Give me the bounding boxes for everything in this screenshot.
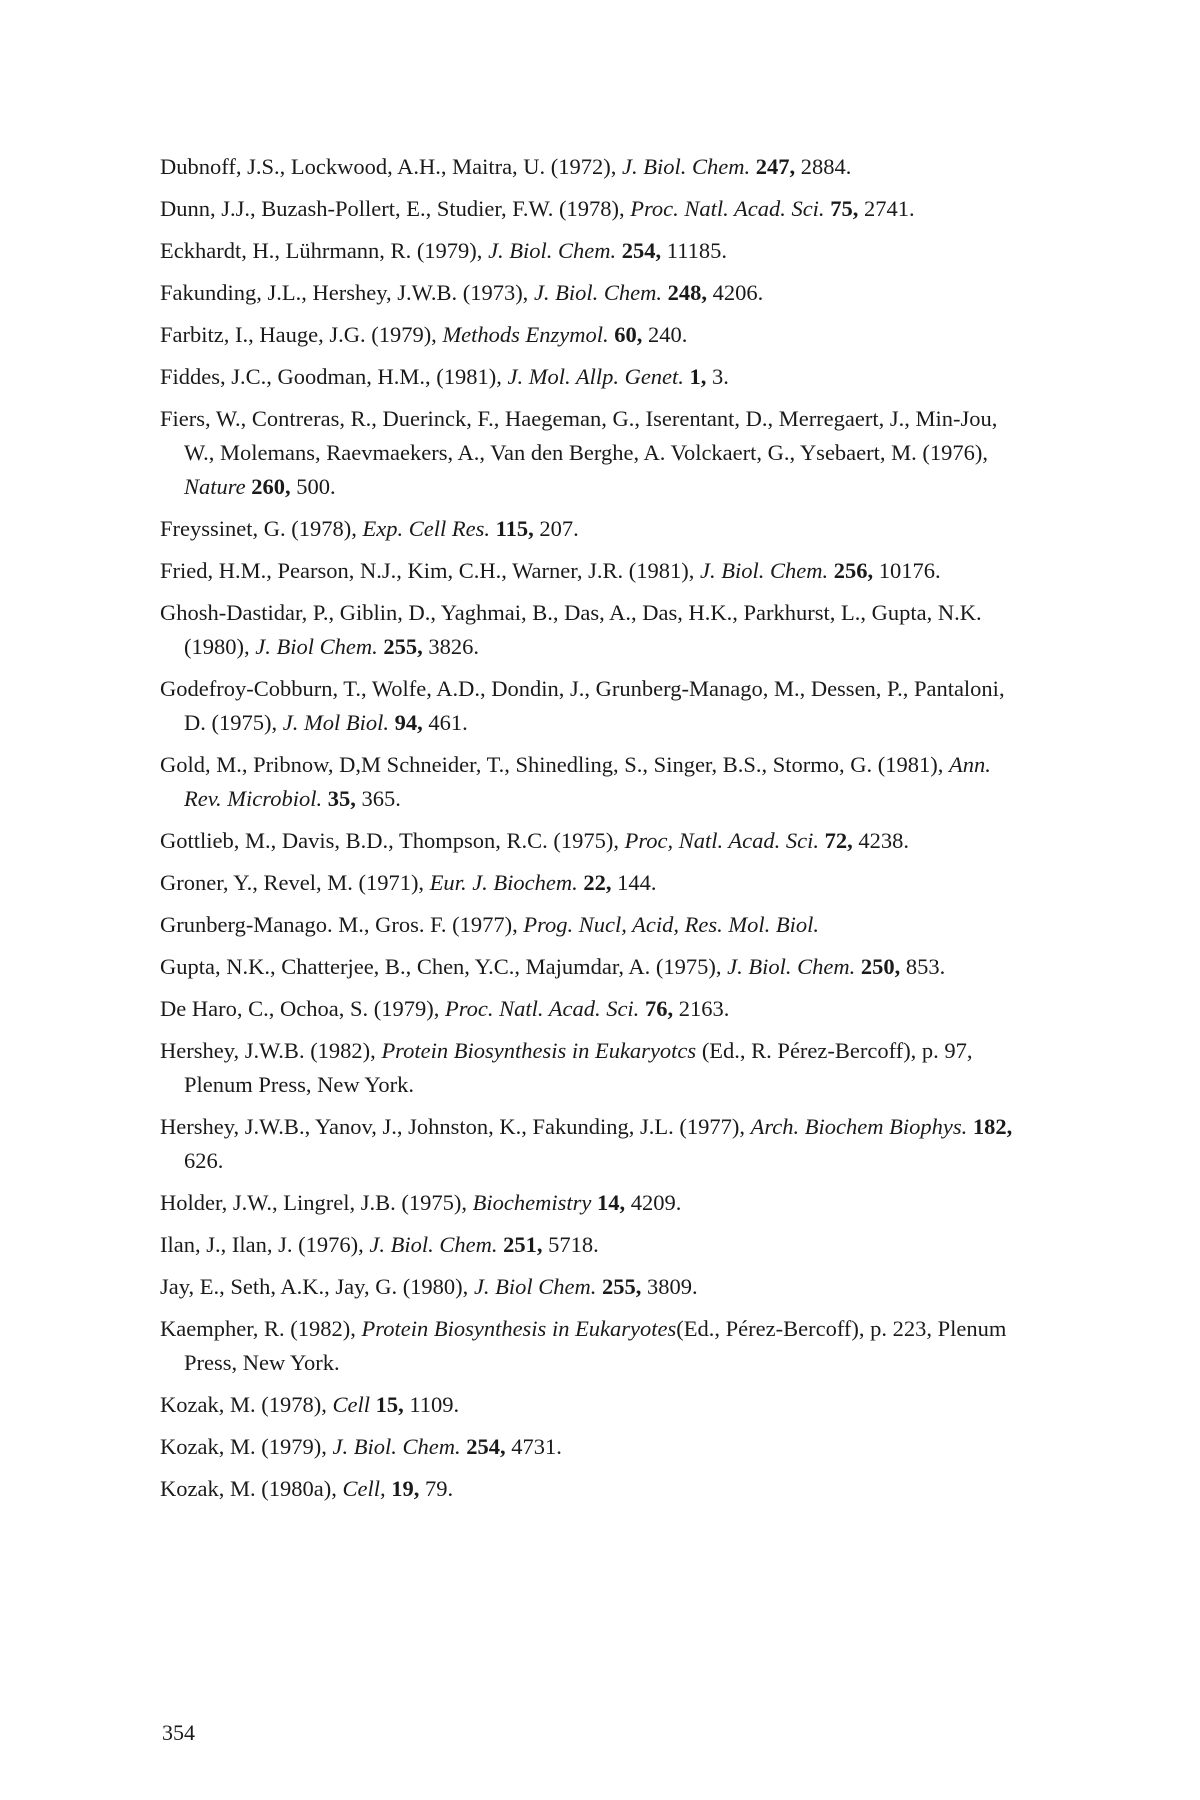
reference-authors: Kozak, M. (1979),: [160, 1434, 333, 1459]
reference-pages: 365.: [355, 786, 401, 811]
reference-authors: Jay, E., Seth, A.K., Jay, G. (1980),: [160, 1274, 474, 1299]
reference-journal: J. Biol. Chem.: [488, 238, 617, 263]
reference-authors: Freyssinet, G. (1978),: [160, 516, 363, 541]
reference-journal: Proc. Natl. Acad. Sci.: [444, 996, 640, 1021]
reference-authors: Holder, J.W., Lingrel, J.B. (1975),: [160, 1190, 473, 1215]
reference-volume: 260,: [245, 474, 291, 499]
reference-volume: 248,: [662, 280, 708, 305]
reference-volume: 182,: [967, 1114, 1013, 1139]
reference-entry: [160, 1388, 1020, 1422]
reference-volume: 60,: [608, 322, 643, 347]
reference-volume: 1,: [683, 364, 707, 389]
reference-entry: [160, 908, 1020, 942]
reference-pages: (Ed., R. Pérez-Bercoff), p. 97, Plenum Press, New York.: [184, 1038, 973, 1097]
reference-entry: [160, 748, 1020, 816]
reference-pages: 11185.: [661, 238, 728, 263]
reference-entry: [160, 1270, 1020, 1304]
reference-journal: Cell: [332, 1392, 370, 1417]
reference-journal: J. Biol. Chem.: [369, 1232, 498, 1257]
reference-entry: [160, 1312, 1020, 1380]
reference-entry: [160, 1186, 1020, 1220]
reference-journal: J. Biol. Chem.: [533, 280, 663, 305]
reference-entry: [160, 234, 1020, 268]
reference-volume: 72,: [818, 828, 853, 853]
reference-entry: [160, 1034, 1020, 1102]
reference-authors: Eckhardt, H., Lührmann, R. (1979),: [160, 238, 489, 263]
reference-pages: 240.: [642, 322, 688, 347]
reference-authors: Dunn, J.J., Buzash-Pollert, E., Studier, F.W. (1978),: [160, 196, 631, 221]
reference-entry: [160, 672, 1020, 740]
reference-pages: (Ed., Pérez-Bercoff), p. 223, Plenum Press, New York.: [184, 1316, 1007, 1375]
reference-pages: 144.: [611, 870, 657, 895]
reference-pages: 500.: [290, 474, 336, 499]
reference-volume: 94,: [388, 710, 423, 735]
reference-journal: Protein Biosynthesis in Eukaryotes: [361, 1316, 677, 1341]
reference-volume: 35,: [322, 786, 356, 811]
reference-journal: Nature: [184, 474, 246, 499]
reference-authors: De Haro, C., Ochoa, S. (1979),: [160, 996, 445, 1021]
reference-authors: Fiddes, J.C., Goodman, H.M., (1981),: [160, 364, 508, 389]
reference-volume: 254,: [460, 1434, 506, 1459]
reference-authors: Groner, Y., Revel, M. (1971),: [160, 870, 430, 895]
reference-entry: [160, 1430, 1020, 1464]
reference-authors: Gupta, N.K., Chatterjee, B., Chen, Y.C., Majumdar, A. (1975),: [160, 954, 728, 979]
reference-volume: 255,: [377, 634, 423, 659]
reference-journal: Proc, Natl. Acad. Sci.: [624, 828, 819, 853]
reference-journal: Proc. Natl. Acad. Sci.: [630, 196, 825, 221]
reference-journal: J. Biol. Chem.: [727, 954, 856, 979]
reference-volume: 254,: [616, 238, 662, 263]
reference-volume: 19,: [385, 1476, 420, 1501]
reference-entry: [160, 276, 1020, 310]
reference-authors: Godefroy-Cobburn, T., Wolfe, A.D., Dondin, J., Grunberg-Manago, M., Dessen, P., Pantaloni, D. (1975),: [160, 676, 1005, 735]
reference-volume: 75,: [824, 196, 859, 221]
reference-entry: [160, 1228, 1020, 1262]
reference-journal: J. Biol. Chem.: [699, 558, 829, 583]
reference-pages: 4731.: [505, 1434, 562, 1459]
reference-list: [160, 150, 1020, 1514]
reference-authors: Farbitz, I., Hauge, J.G. (1979),: [160, 322, 443, 347]
reference-pages: 2163.: [673, 996, 730, 1021]
reference-entry: [160, 402, 1020, 504]
reference-pages: 4238.: [852, 828, 909, 853]
reference-authors: Kozak, M. (1978),: [160, 1392, 333, 1417]
reference-entry: [160, 360, 1020, 394]
reference-pages: 2884.: [795, 154, 852, 179]
reference-volume: 255,: [596, 1274, 642, 1299]
reference-journal: Exp. Cell Res.: [362, 516, 490, 541]
reference-journal: J. Mol. Allp. Genet.: [507, 364, 684, 389]
reference-pages: 626.: [184, 1148, 224, 1173]
reference-volume: 14,: [591, 1190, 626, 1215]
reference-entry: [160, 1472, 1020, 1506]
reference-volume: 15,: [369, 1392, 404, 1417]
reference-entry: [160, 866, 1020, 900]
reference-authors: Ghosh-Dastidar, P., Giblin, D., Yaghmai, B., Das, A., Das, H.K., Parkhurst, L., Gupta, N.K. (1980),: [160, 600, 982, 659]
reference-entry: [160, 596, 1020, 664]
reference-journal: Cell,: [342, 1476, 386, 1501]
reference-pages: 10176.: [873, 558, 941, 583]
reference-authors: Fried, H.M., Pearson, N.J., Kim, C.H., Warner, J.R. (1981),: [160, 558, 700, 583]
reference-entry: [160, 554, 1020, 588]
reference-journal: Methods Enzymol.: [442, 322, 609, 347]
reference-journal: Arch. Biochem Biophys.: [750, 1114, 968, 1139]
reference-journal: J. Biol. Chem.: [622, 154, 751, 179]
reference-pages: 4206.: [707, 280, 764, 305]
reference-pages: 5718.: [542, 1232, 599, 1257]
reference-volume: 256,: [828, 558, 874, 583]
reference-journal: J. Biol Chem.: [473, 1274, 597, 1299]
reference-journal: Prog. Nucl, Acid, Res. Mol. Biol.: [523, 912, 819, 937]
reference-volume: 251,: [497, 1232, 543, 1257]
reference-authors: Hershey, J.W.B. (1982),: [160, 1038, 382, 1063]
reference-journal: J. Biol. Chem.: [332, 1434, 461, 1459]
reference-journal: J. Biol Chem.: [255, 634, 378, 659]
reference-entry: [160, 992, 1020, 1026]
reference-authors: Grunberg-Manago. M., Gros. F. (1977),: [160, 912, 524, 937]
reference-journal: Ann. Rev. Microbiol.: [184, 752, 991, 811]
reference-entry: [160, 192, 1020, 226]
reference-entry: [160, 1110, 1020, 1178]
reference-entry: [160, 318, 1020, 352]
reference-entry: [160, 512, 1020, 546]
reference-pages: 4209.: [625, 1190, 682, 1215]
reference-authors: Ilan, J., Ilan, J. (1976),: [160, 1232, 370, 1257]
reference-entry: [160, 150, 1020, 184]
reference-volume: 22,: [577, 870, 612, 895]
reference-authors: Kaempher, R. (1982),: [160, 1316, 362, 1341]
reference-journal: Eur. J. Biochem.: [429, 870, 578, 895]
reference-journal: J. Mol Biol.: [282, 710, 389, 735]
reference-authors: Hershey, J.W.B., Yanov, J., Johnston, K., Fakunding, J.L. (1977),: [160, 1114, 751, 1139]
reference-entry: [160, 950, 1020, 984]
reference-pages: 1109.: [403, 1392, 460, 1417]
reference-authors: Fakunding, J.L., Hershey, J.W.B. (1973),: [160, 280, 534, 305]
reference-authors: Gottlieb, M., Davis, B.D., Thompson, R.C. (1975),: [160, 828, 625, 853]
page-number: 354: [162, 1720, 195, 1745]
reference-pages: 3809.: [641, 1274, 698, 1299]
reference-volume: 115,: [489, 516, 534, 541]
reference-volume: 250,: [855, 954, 901, 979]
reference-pages: 2741.: [858, 196, 915, 221]
reference-authors: Gold, M., Pribnow, D,M Schneider, T., Shinedling, S., Singer, B.S., Stormo, G. (1981),: [160, 752, 950, 777]
reference-volume: 76,: [639, 996, 674, 1021]
reference-entry: [160, 824, 1020, 858]
reference-authors: Kozak, M. (1980a),: [160, 1476, 343, 1501]
reference-pages: 79.: [419, 1476, 454, 1501]
reference-pages: 3.: [706, 364, 729, 389]
reference-authors: Dubnoff, J.S., Lockwood, A.H., Maitra, U. (1972),: [160, 154, 623, 179]
reference-pages: 207.: [533, 516, 579, 541]
reference-journal: Biochemistry: [472, 1190, 592, 1215]
reference-pages: 3826.: [422, 634, 479, 659]
reference-authors: Fiers, W., Contreras, R., Duerinck, F., Haegeman, G., Iserentant, D., Merregaert, J., Min-Jou, W., Molemans, Raevmaekers, A., Van den Berghe, A. Volckaert, G., Ysebaert, M. (1976),: [160, 406, 998, 465]
reference-volume: 247,: [750, 154, 796, 179]
reference-pages: 461.: [422, 710, 468, 735]
reference-pages: 853.: [900, 954, 946, 979]
reference-journal: Protein Biosynthesis in Eukaryotcs: [381, 1038, 697, 1063]
